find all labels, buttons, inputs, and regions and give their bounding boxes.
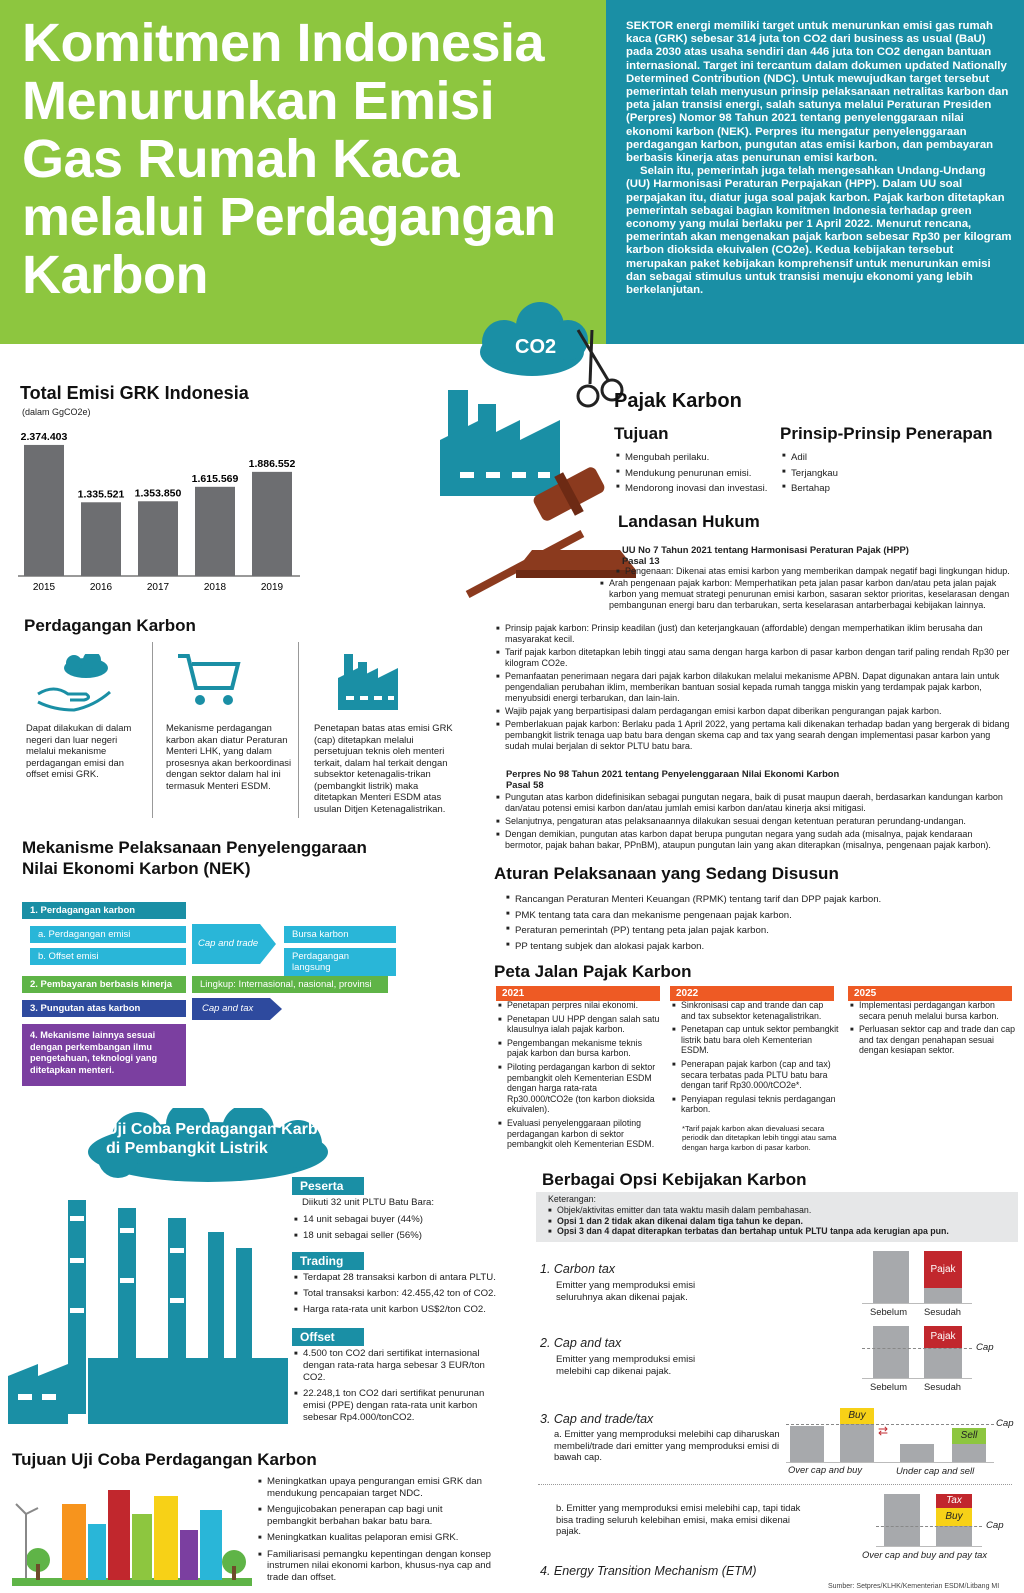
opsi-title: Berbagai Opsi Kebijakan Karbon bbox=[542, 1170, 807, 1189]
list-item: ■ Mendukung penurunan emisi. bbox=[616, 466, 786, 482]
opsi-2-title: 2. Cap and tax bbox=[540, 1336, 622, 1350]
tujuan-uji-title: Tujuan Uji Coba Perdagangan Karbon bbox=[12, 1450, 317, 1469]
list-item: ■ Prinsip pajak karbon: Prinsip keadilan (just) dan keterjangkauan (affordable) dengan memperhatikan iklim berusaha dan masyarakat kecil. bbox=[496, 623, 1012, 645]
keterangan-heading: Keterangan: bbox=[548, 1194, 596, 1204]
nek-item-1: 1. Perdagangan karbon bbox=[22, 902, 186, 919]
baseline bbox=[876, 1546, 982, 1547]
bar-value-label: 1.615.569 bbox=[191, 472, 239, 485]
x-tick-label: 2015 bbox=[32, 582, 56, 593]
prinsip-heading: Prinsip-Prinsip Penerapan bbox=[780, 424, 993, 443]
list-item: ■ Harga rata-rata unit karbon US$2/ton CO2. bbox=[294, 1304, 514, 1316]
list-item: ■ Wajib pajak yang berpartisipasi dalam perdagangan emisi karbon dapat diberikan pengurangan pajak karbon. bbox=[496, 706, 1012, 717]
opsi-1-title: 1. Carbon tax bbox=[540, 1262, 616, 1276]
list-item: ■ 4.500 ton CO2 dari sertifikat internasional dengan rata-rata harga sebesar 3 EUR/ton CO2. bbox=[294, 1348, 500, 1384]
aturan-title: Aturan Pelaksanaan yang Sedang Disusun bbox=[494, 864, 839, 883]
pajak-title: Pajak Karbon bbox=[614, 390, 742, 412]
list-item: ■ 22.248,1 ton CO2 dari sertifikat penurunan emisi (PPE) dengan rata-rata unit karbon sebesar Rp4.000/tonCO2. bbox=[294, 1388, 500, 1424]
ujicoba-title-line-2: di Pembangkit Listrik bbox=[106, 1140, 268, 1157]
uu-list-mid bbox=[600, 578, 1012, 611]
list-item: ■ Peraturan pemerintah (PP) tentang peta jalan pajak karbon. bbox=[506, 923, 1006, 939]
bursa-karbon: Bursa karbon bbox=[284, 926, 396, 943]
list-item: ■ Pemberlakuan pajak karbon: Berlaku pada 1 April 2022, yang pertama kali dikenakan terhadap badan yang bergerak di bidang pembangkit listrik tenaga uap batu bara dengan skema cap and tax yang searah dengan implementasi pasar karbon yang sudah mulai berjalan di sektor PLTU batu bara. bbox=[496, 719, 1012, 752]
intro-text bbox=[626, 20, 1012, 297]
cap-line bbox=[876, 1526, 982, 1527]
sell-label: Sell bbox=[952, 1428, 986, 1444]
bar-2017 bbox=[138, 501, 178, 576]
nek-item-3: 3. Pungutan atas karbon bbox=[22, 1000, 186, 1017]
list-item: ■ Penerapan pajak karbon (cap and tax) secara terbatas pada PLTU batu bara dengan tarif Rp30.000/tCO2e*. bbox=[672, 1059, 840, 1091]
list-item: ■ Familiarisasi pemangku kepentingan dengan konsep instrumen nilai ekonomi karbon, khusus-nya cap and trade dan offset. bbox=[258, 1549, 494, 1584]
list-item: ■ Penetapan perpres nilai ekonomi. bbox=[498, 1000, 662, 1011]
sebelum-label: Sebelum bbox=[870, 1306, 908, 1317]
peta-2022-list bbox=[672, 1000, 840, 1115]
list-item: ■ Rancangan Peraturan Menteri Keuangan (RPMK) tentang tarif dan DPP pajak karbon. bbox=[506, 892, 1006, 908]
source-credit: Sumber: Setpres/KLHK/Kementerian ESDM/Litbang MI bbox=[828, 1583, 1000, 1590]
opsi-4-title: 4. Energy Transition Mechanism (ETM) bbox=[540, 1564, 757, 1578]
opsi-3-cap-label: Cap bbox=[996, 1418, 1014, 1429]
x-tick-label: 2018 bbox=[203, 582, 227, 593]
emisi-unit: (dalam GgCO2e) bbox=[22, 407, 91, 417]
under-cap-sell-label: Under cap and sell bbox=[896, 1465, 975, 1476]
aturan-list bbox=[506, 892, 1006, 954]
opsi-3a-over-bar bbox=[790, 1426, 824, 1462]
perpres-list bbox=[496, 792, 1012, 851]
prinsip-list bbox=[782, 450, 902, 497]
opsi-2-after-bar bbox=[924, 1348, 962, 1378]
divider bbox=[298, 642, 299, 818]
list-item: ■ PP tentang subjek dan alokasi pajak karbon. bbox=[506, 939, 1006, 955]
keterangan-list bbox=[548, 1205, 1014, 1237]
buy-label: Buy bbox=[840, 1408, 874, 1424]
opsi-3a-desc: a. Emitter yang memproduksi melebihi cap diharuskan membeli/trade dari emitter yang memproduksi emisi di bawah cap. bbox=[554, 1428, 780, 1462]
trading-heading: Trading bbox=[292, 1252, 364, 1270]
sesudah-label: Sesudah bbox=[924, 1306, 962, 1317]
nek-item-4: 4. Mekanisme lainnya sesuai dengan perkembangan ilmu pengetahuan, teknologi yang ditetapkan menteri. bbox=[22, 1024, 186, 1086]
list-item: ■ Adil bbox=[782, 450, 902, 466]
uu-pasal: Pasal 13 bbox=[622, 555, 660, 566]
list-item: ■ Meningkatkan kualitas pelaporan emisi GRK. bbox=[258, 1532, 494, 1544]
tax-label: Tax bbox=[936, 1494, 972, 1508]
lingkup-label: Lingkup: Internasional, nasional, provinsi bbox=[192, 976, 388, 993]
list-item: ■ Sinkronisasi cap and trande dan cap and tax subsektor ketenagalistrikan. bbox=[672, 1000, 840, 1021]
bar-value-label: 1.353.850 bbox=[134, 487, 182, 500]
hand-cloud-icon bbox=[34, 654, 114, 714]
list-item: ■ Mengubah perilaku. bbox=[616, 450, 786, 466]
peta-2025-list bbox=[850, 1000, 1016, 1056]
cap-trade-label: Cap and trade bbox=[198, 938, 259, 949]
list-item: ■ PMK tentang tata cara dan mekanisme pengenaan pajak karbon. bbox=[506, 908, 1006, 924]
cap-tax-label: Cap and tax bbox=[202, 1003, 254, 1014]
list-item: ■ Evaluasi penyelenggaraan piloting perdagangan karbon di sektor pembangkit oleh Kementerian ESDM. bbox=[498, 1118, 662, 1150]
sesudah-label: Sesudah bbox=[924, 1381, 962, 1392]
peta-2022-note: *Tarif pajak karbon akan dievaluasi secara periodik dan ditetapkan lebih tinggi atau sama dengan harga karbon di pasar karbon. bbox=[682, 1124, 837, 1152]
list-item: ■ Tarif pajak karbon ditetapkan lebih tinggi atau sama dengan harga karbon di pasar karbon dengan tarif paling rendah Rp30 per kilogram CO2e. bbox=[496, 647, 1012, 669]
bar-value-label: 2.374.403 bbox=[20, 430, 68, 443]
list-item: ■ Perluasan sektor cap and trade dan cap and tax dengan penahapan sesuai dengan kesiapan sektor. bbox=[850, 1024, 1016, 1056]
opsi-2-before-bar bbox=[873, 1326, 909, 1378]
year-2021: 2021 bbox=[496, 986, 660, 1001]
nek-item-1a: a. Perdagangan emisi bbox=[30, 926, 186, 943]
uu-list-top bbox=[616, 566, 1012, 577]
x-tick-label: 2016 bbox=[89, 582, 113, 593]
nek-title-line-2: Nilai Ekonomi Karbon (NEK) bbox=[22, 859, 251, 878]
opsi-2-pajak: Pajak bbox=[924, 1326, 962, 1348]
tujuan-heading: Tujuan bbox=[614, 424, 669, 443]
tujuan-uji-list bbox=[258, 1476, 494, 1583]
list-item: ■ Mendorong inovasi dan investasi. bbox=[616, 481, 786, 497]
opsi-2-desc: Emitter yang memproduksi emisi melebihi cap dikenai pajak. bbox=[556, 1354, 696, 1377]
list-item: ■ Objek/aktivitas emitter dan tata waktu masih dalam pembahasan. bbox=[548, 1205, 1014, 1216]
list-item: ■ Piloting perdagangan karbon di sektor pembangkit oleh Kementerian ESDM dengan harga rata-rata Rp30.000/tCO2e (ton karbon dioksida ekuivalen). bbox=[498, 1062, 662, 1115]
list-item: ■ Total transaksi karbon: 42.455,42 ton of CO2. bbox=[294, 1288, 514, 1300]
peta-title: Peta Jalan Pajak Karbon bbox=[494, 962, 692, 981]
divider bbox=[152, 642, 153, 818]
bar-2019 bbox=[252, 472, 292, 576]
trading-list bbox=[294, 1272, 514, 1316]
nek-item-1b: b. Offset emisi bbox=[30, 948, 186, 965]
peserta-list bbox=[294, 1214, 494, 1242]
list-item: ■ Opsi 1 dan 2 tidak akan dikenai dalam tiga tahun ke depan. bbox=[548, 1216, 1014, 1227]
list-item: ■ Opsi 3 dan 4 dapat diterapkan terbatas dan bertahap untuk PLTU tanpa ada kerugian apa pun. bbox=[548, 1226, 1014, 1237]
list-item: ■ Penyiapan regulasi teknis perdagangan karbon. bbox=[672, 1094, 840, 1115]
list-item: ■ 14 unit sebagai buyer (44%) bbox=[294, 1214, 494, 1226]
cap-line bbox=[862, 1348, 972, 1349]
list-item: ■ Penetapan cap untuk sektor pembangkit listrik batu bara oleh Kementerian ESDM. bbox=[672, 1024, 840, 1056]
perdagangan-col-1: Dapat dilakukan di dalam negeri dan luar negeri melalui mekanisme perdagangan emisi dan offset emisi GRK. bbox=[26, 722, 132, 779]
landasan-heading: Landasan Hukum bbox=[618, 512, 760, 531]
year-2025: 2025 bbox=[848, 986, 1012, 1001]
city-skyline-illustration bbox=[12, 1474, 252, 1586]
opsi-3b-cap-label: Cap bbox=[986, 1520, 1004, 1531]
opsi-3a-under-bar bbox=[900, 1444, 934, 1462]
list-item: ■ Dengan demikian, pungutan atas karbon dapat berupa pungutan negara yang sudah ada (misalnya, pajak kendaraan bermotor, pajak bahan bakar, PPnBM), ataupun pungutan lain yang akan diterapkan (misalnya, pengenaan pajak karbon). bbox=[496, 829, 1012, 851]
list-item: ■ Pungutan atas karbon didefinisikan sebagai pungutan negara, baik di pusat maupun daerah, berdasarkan kandungan karbon dan/atau potensi emisi karbon dan/atau jumlah emisi karbon dan/atau kinerja aksi mitigasi. bbox=[496, 792, 1012, 814]
opsi-3b-bar bbox=[884, 1494, 920, 1546]
peta-2021-list bbox=[498, 1000, 662, 1150]
tujuan-list bbox=[616, 450, 786, 497]
list-item: ■ Selanjutnya, pengaturan atas pelaksanaannya dilakukan sesuai dengan ketentuan peraturan perundang-undangan. bbox=[496, 816, 1012, 827]
offset-list bbox=[294, 1348, 500, 1424]
emisi-title: Total Emisi GRK Indonesia bbox=[20, 383, 249, 403]
uu-list bbox=[496, 623, 1012, 752]
year-2022: 2022 bbox=[670, 986, 834, 1001]
list-item: ■ Pengenaan: Dikenai atas emisi karbon yang memberikan dampak negatif bagi lingkungan hidup. bbox=[616, 566, 1012, 577]
bar-2015 bbox=[24, 445, 64, 576]
opsi-3b-desc: b. Emitter yang memproduksi emisi melebihi cap, tapi tidak bisa trading seluruh kelebihan emisi, maka emisi dikenai pajak. bbox=[556, 1502, 801, 1536]
x-tick-label: 2017 bbox=[146, 582, 170, 593]
opsi-1-pajak: Pajak bbox=[924, 1251, 962, 1288]
factory-icon bbox=[336, 648, 406, 712]
exchange-arrow-icon: ⇄ bbox=[878, 1424, 889, 1438]
page-title: Komitmen Indonesia Menurunkan Emisi Gas Rumah Kaca melalui Perdagangan Karbon bbox=[22, 13, 556, 305]
list-item: ■ Mengujicobakan penerapan cap bagi unit pembangkit berbahan bakar batu bara. bbox=[258, 1504, 494, 1527]
bar-value-label: 1.335.521 bbox=[77, 488, 125, 501]
ujicoba-title-line-1: Uji Coba Perdagangan Karbon bbox=[106, 1121, 338, 1138]
peserta-heading: Peserta bbox=[292, 1177, 364, 1195]
baseline bbox=[862, 1378, 972, 1379]
bar-value-label: 1.886.552 bbox=[248, 457, 296, 470]
opsi-3-title: 3. Cap and trade/tax bbox=[540, 1412, 654, 1426]
bar-2016 bbox=[81, 502, 121, 576]
perpres-pasal: Pasal 58 bbox=[506, 779, 544, 790]
nek-item-2: 2. Pembayaran berbasis kinerja bbox=[22, 976, 186, 993]
perpres-title: Perpres No 98 Tahun 2021 tentang Penyelenggaraan Nilai Ekonomi Karbon bbox=[506, 768, 840, 779]
intro-paragraph-2: Selain itu, pemerintah juga telah mengesahkan Undang-Undang (UU) Harmonisasi Peraturan Perpajakan (HPP). Dalam UU soal perpajakan itu, diatur juga soal pajak karbon. Pajak karbon ditetapkan pemerintah sebagai bagian komitmen Indonesia terhadap green economy yang mulai berlaku per 1 April 2022. Menurut rencana, pemerintah akan mengenakan pajak karbon sebesar Rp30 per kilogram karbon dioksida ekuivalen (CO2e). Kedua kebijakan tersebut merupakan paket kebijakan komprehensif untuk menurunkan emisi dan sebagai stimulus untuk transisi menuju ekonomi yang lebih berkelanjutan. bbox=[626, 165, 1012, 297]
ujicoba-title bbox=[106, 1120, 337, 1158]
opsi-1-before-bar bbox=[873, 1251, 909, 1303]
baseline bbox=[786, 1462, 994, 1463]
perdagangan-col-3: Penetapan batas atas emisi GRK (cap) ditetapkan melalui persetujuan teknis oleh menteri terkait, dalam hal terkait dengan subsektor ketenagalis-trikan (pembangkit listrik) maka ditetapkan Menteri ESDM atas usulan Ditjen Ketenagalistrikan. bbox=[314, 722, 453, 814]
sebelum-label: Sebelum bbox=[870, 1381, 908, 1392]
list-item: ■ Penetapan UU HPP dengan salah satu klausulnya ialah pajak karbon. bbox=[498, 1014, 662, 1035]
buy-label-b: Buy bbox=[936, 1508, 972, 1526]
opsi-3a-under-bar-2 bbox=[952, 1444, 986, 1462]
perdagangan-title: Perdagangan Karbon bbox=[24, 616, 196, 635]
peserta-intro: Diikuti 32 unit PLTU Batu Bara: bbox=[302, 1197, 435, 1208]
offset-heading: Offset bbox=[292, 1328, 364, 1346]
separator bbox=[538, 1484, 1012, 1485]
opsi-2-cap-label: Cap bbox=[976, 1342, 994, 1353]
list-item: ■ 18 unit sebagai seller (56%) bbox=[294, 1230, 494, 1242]
cart-icon bbox=[176, 652, 242, 708]
opsi-3b-bar-2 bbox=[936, 1526, 972, 1546]
list-item: ■ Terjangkau bbox=[782, 466, 902, 482]
list-item: ■ Bertahap bbox=[782, 481, 902, 497]
bar-2018 bbox=[195, 487, 235, 576]
list-item: ■ Pengembangan mekanisme teknis pajak karbon dan bursa karbon. bbox=[498, 1038, 662, 1059]
list-item: ■ Arah pengenaan pajak karbon: Memperhatikan peta jalan pasar karbon dan/atau peta jalan pajak karbon yang memuat strategi penurunan emisi karbon, sasaran sektor prioritas, keselarasan dengan pembangunan energi baru dan terbarukan, serta keselarasan antarberbagai kebijakan lainnya. bbox=[600, 578, 1012, 611]
over-cap-buy-label: Over cap and buy bbox=[788, 1464, 863, 1475]
list-item: ■ Implementasi perdagangan karbon secara penuh melalui bursa karbon. bbox=[850, 1000, 1016, 1021]
list-item: ■ Meningkatkan upaya pengurangan emisi GRK dan mendukung pencapaian target NDC. bbox=[258, 1476, 494, 1499]
nek-title-line-1: Mekanisme Pelaksanaan Penyelenggaraan bbox=[22, 838, 367, 857]
baseline bbox=[862, 1303, 972, 1304]
uu-title: UU No 7 Tahun 2021 tentang Harmonisasi Peraturan Pajak (HPP) bbox=[622, 544, 909, 555]
over-cap-buy-tax-label: Over cap and buy and pay tax bbox=[862, 1549, 988, 1560]
list-item: ■ Terdapat 28 transaksi karbon di antara PLTU. bbox=[294, 1272, 514, 1284]
list-item: ■ Pemanfaatan penerimaan negara dari pajak karbon dilakukan melalui mekanisme APBN. Dapat digunakan antara lain untuk pengendalian perubahan iklim, memberikan bantuan sosial kepada rumah tangga miskin yang terdampak pajak karbon, menyubsidi energi terbarukan, dan lain-lain. bbox=[496, 671, 1012, 704]
x-tick-label: 2019 bbox=[260, 582, 284, 593]
opsi-1-after-bar bbox=[924, 1288, 962, 1303]
intro-paragraph-1: SEKTOR energi memiliki target untuk menurunkan emisi gas rumah kaca (GRK) sebesar 314 juta ton CO2 dari business as usual (BaU) pada 2030 atas usaha sendiri dan 446 juta ton CO2 dengan bantuan internasional. Target ini tercantum dalam dokumen updated Nationally Determined Contribution (NDC). Untuk mewujudkan target tersebut pemerintah telah menyusun prinsip pelaksanaan netralitas karbon dan peta jalan transisi energi, salah satunya melalui Peraturan Presiden (Perpres) Nomor 98 Tahun 2021 tentang penyelenggaraan nilai ekonomi karbon (NEK). Perpres itu mengatur penyelenggaraan perdagangan karbon, pungutan atas emisi karbon, dan pembayaran berbasis kinerja atas penurunan emisi karbon. bbox=[626, 20, 1009, 165]
perdagangan-col-2: Mekanisme perdagangan karbon akan diatur Peraturan Menteri LHK, yang dalam prosesnya akan berkoordinasi dengan sektor dalam hal ini termasuk Menteri ESDM. bbox=[166, 722, 292, 791]
opsi-1-desc: Emitter yang memproduksi emisi seluruhnya akan dikenai pajak. bbox=[556, 1280, 696, 1303]
cap-line bbox=[786, 1424, 994, 1425]
co2-label: CO2 bbox=[515, 336, 557, 358]
emisi-bar-chart bbox=[14, 418, 304, 602]
perdagangan-langsung: Perdagangan langsung bbox=[284, 948, 396, 976]
